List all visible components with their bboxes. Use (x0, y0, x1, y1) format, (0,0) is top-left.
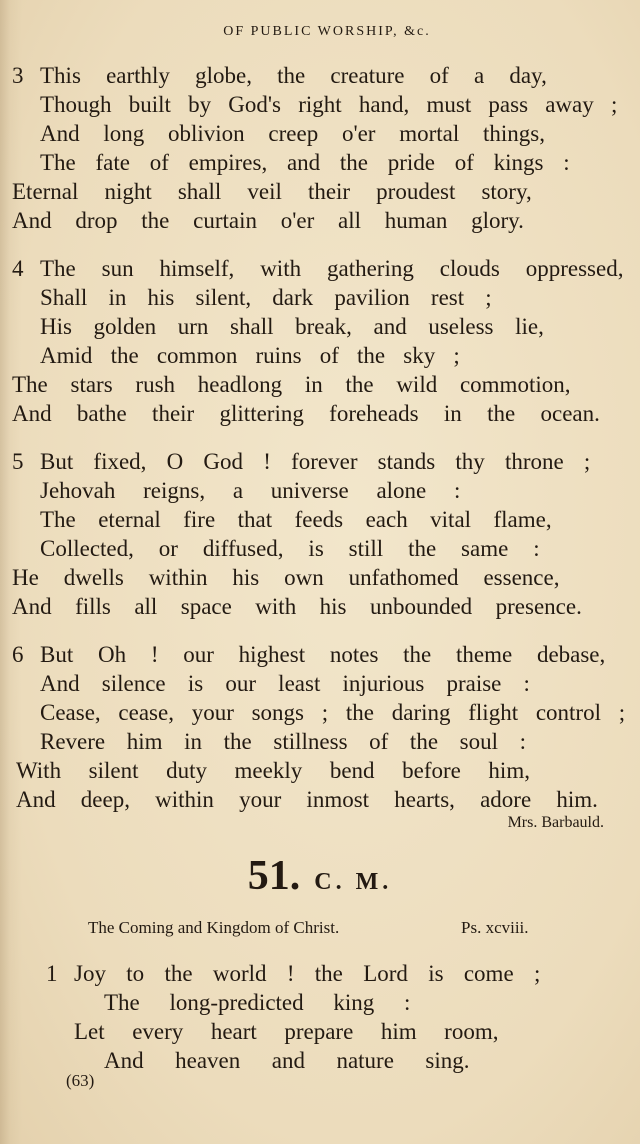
running-header: OF PUBLIC WORSHIP, &c. (223, 24, 431, 39)
stanza-number: 4 (12, 256, 24, 281)
verse-line: This earthly globe, the creature of a day, (40, 63, 547, 88)
verse-line: His golden urn shall break, and useless lie, (40, 314, 544, 339)
verse-line: Collected, or diffused, is still the same : (40, 536, 540, 561)
verse-line: And deep, within your inmost hearts, adore him. (16, 787, 598, 812)
verse-line: And heaven and nature sing. (104, 1048, 470, 1073)
verse-line: Let every heart prepare him room, (74, 1019, 499, 1044)
stanza-number: 6 (12, 642, 24, 667)
verse-line: Jehovah reigns, a universe alone : (40, 478, 461, 503)
verse-line: Though built by God's right hand, must pass away ; (40, 92, 618, 117)
verse-line: But Oh ! our highest notes the theme debase, (40, 642, 606, 667)
verse-line: And silence is our least injurious praise : (40, 671, 530, 696)
verse-line: But fixed, O God ! forever stands thy throne ; (40, 449, 591, 474)
stanza-number: 3 (12, 63, 24, 88)
verse-line: The eternal fire that feeds each vital flame, (40, 507, 552, 532)
verse-line: The stars rush headlong in the wild commotion, (12, 372, 571, 397)
hymn-number: 51. (247, 853, 301, 899)
page-number: (63) (66, 1071, 95, 1090)
stanza-number: 5 (12, 449, 24, 474)
verse-line: Cease, cease, your songs ; the daring flight control ; (40, 700, 626, 725)
verse-line: The long-predicted king : (104, 990, 411, 1015)
verse-line: Joy to the world ! the Lord is come ; (74, 961, 541, 986)
scripture-reference: Ps. xcviii. (461, 918, 529, 937)
verse-line: And bathe their glittering foreheads in the ocean. (12, 401, 600, 426)
verse-line: Revere him in the stillness of the soul : (40, 729, 527, 754)
verse-line: Eternal night shall veil their proudest story, (12, 179, 532, 204)
author-attribution: Mrs. Barbauld. (507, 814, 604, 831)
verse-line: The fate of empires, and the pride of kings : (40, 150, 570, 175)
hymn-heading (0, 852, 640, 900)
hymn-subtitle: The Coming and Kingdom of Christ. (88, 918, 340, 937)
verse-line: With silent duty meekly bend before him, (16, 758, 530, 783)
stanza-number: 1 (46, 961, 58, 986)
verse-line: And drop the curtain o'er all human glory. (12, 208, 524, 233)
verse-line: The sun himself, with gathering clouds oppressed, (40, 256, 624, 281)
verse-line: Shall in his silent, dark pavilion rest ; (40, 285, 492, 310)
verse-line: And fills all space with his unbounded presence. (12, 594, 582, 619)
verse-line: He dwells within his own unfathomed essence, (12, 565, 560, 590)
hymn-meter: C. M. (314, 869, 393, 895)
verse-line: And long oblivion creep o'er mortal things, (40, 121, 545, 146)
verse-line: Amid the common ruins of the sky ; (40, 343, 460, 368)
